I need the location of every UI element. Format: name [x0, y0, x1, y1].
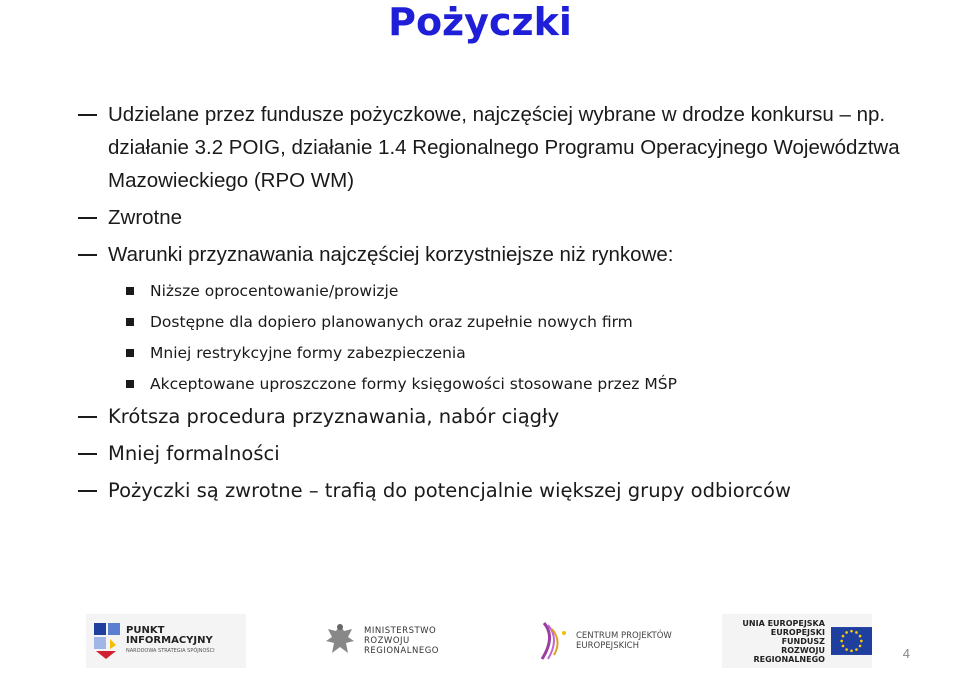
sub-bullet-2-text: Dostępne dla dopiero planowanych oraz zupełnie nowych firm — [150, 313, 633, 331]
dash-icon — [78, 254, 97, 256]
square-bullet-icon — [126, 380, 134, 388]
bullet-2 — [78, 201, 938, 234]
dash-icon — [78, 114, 97, 116]
footer-logos — [0, 610, 960, 674]
cpe-logo — [536, 614, 676, 668]
page-number: 4 — [902, 646, 910, 661]
logo2-line1: MINISTERSTWO — [364, 626, 437, 636]
logo2-line3: REGIONALNEGO — [364, 646, 439, 656]
sub-bullet-1 — [78, 279, 938, 303]
bullet-6 — [78, 474, 938, 507]
sub-bullet-4 — [78, 372, 938, 396]
cpe-emblem-icon — [536, 619, 572, 663]
slide-content — [78, 98, 938, 511]
dash-icon — [78, 217, 97, 219]
ministerstwo-logo — [322, 614, 462, 668]
bullet-4-text: Krótsza procedura przyznawania, nabór ciągły — [108, 405, 560, 428]
dash-icon — [78, 453, 97, 455]
sub-bullet-1-text: Niższe oprocentowanie/prowizje — [150, 282, 399, 300]
sub-bullet-3-text: Mniej restrykcyjne formy zabezpieczenia — [150, 344, 466, 362]
logo1-line3: NARODOWA STRATEGIA SPÓJNOŚCI — [126, 648, 215, 654]
sub-bullet-2 — [78, 310, 938, 334]
eagle-emblem-icon — [322, 621, 358, 661]
bullet-6-text: Pożyczki są zwrotne – trafią do potencjalnie większej grupy odbiorców — [108, 479, 791, 502]
eu-flag-icon — [831, 624, 872, 658]
eu-logo — [722, 614, 872, 668]
square-bullet-icon — [126, 287, 134, 295]
logo1-line2: INFORMACYJNY — [126, 635, 213, 646]
bullet-5-text: Mniej formalności — [108, 442, 280, 465]
logo4-line1: UNIA EUROPEJSKA — [742, 618, 825, 628]
logo2-line2: ROZWOJU — [364, 636, 410, 646]
slide-title: Pożyczki — [388, 0, 572, 44]
bullet-1-text: Udzielane przez fundusze pożyczkowe, najczęściej wybrane w drodze konkursu – np. działanie 3.2 POIG, działanie 1.4 Regionalnego Programu Operacyjnego Województwa Mazowieckiego (RPO WM) — [108, 103, 900, 192]
square-bullet-icon — [126, 318, 134, 326]
logo3-line1: CENTRUM PROJEKTÓW — [576, 631, 672, 641]
puzzle-icon — [92, 619, 122, 663]
logo3-line2: EUROPEJSKICH — [576, 641, 639, 651]
sub-bullet-3 — [78, 341, 938, 365]
punkt-informacyjny-logo — [86, 614, 246, 668]
bullet-5 — [78, 437, 938, 470]
bullet-1 — [78, 98, 938, 197]
dash-icon — [78, 490, 97, 492]
logo4-line2: EUROPEJSKI FUNDUSZ — [770, 627, 825, 646]
bullet-4 — [78, 400, 938, 433]
square-bullet-icon — [126, 349, 134, 357]
dash-icon — [78, 416, 97, 418]
bullet-3 — [78, 238, 938, 271]
logo4-line3: ROZWOJU REGIONALNEGO — [753, 645, 825, 664]
logo1-line1: PUNKT — [126, 625, 165, 636]
bullet-3-text: Warunki przyznawania najczęściej korzystniejsze niż rynkowe: — [108, 243, 674, 266]
sub-bullet-4-text: Akceptowane uproszczone formy księgowości stosowane przez MŚP — [150, 375, 677, 393]
bullet-2-text: Zwrotne — [108, 206, 183, 229]
